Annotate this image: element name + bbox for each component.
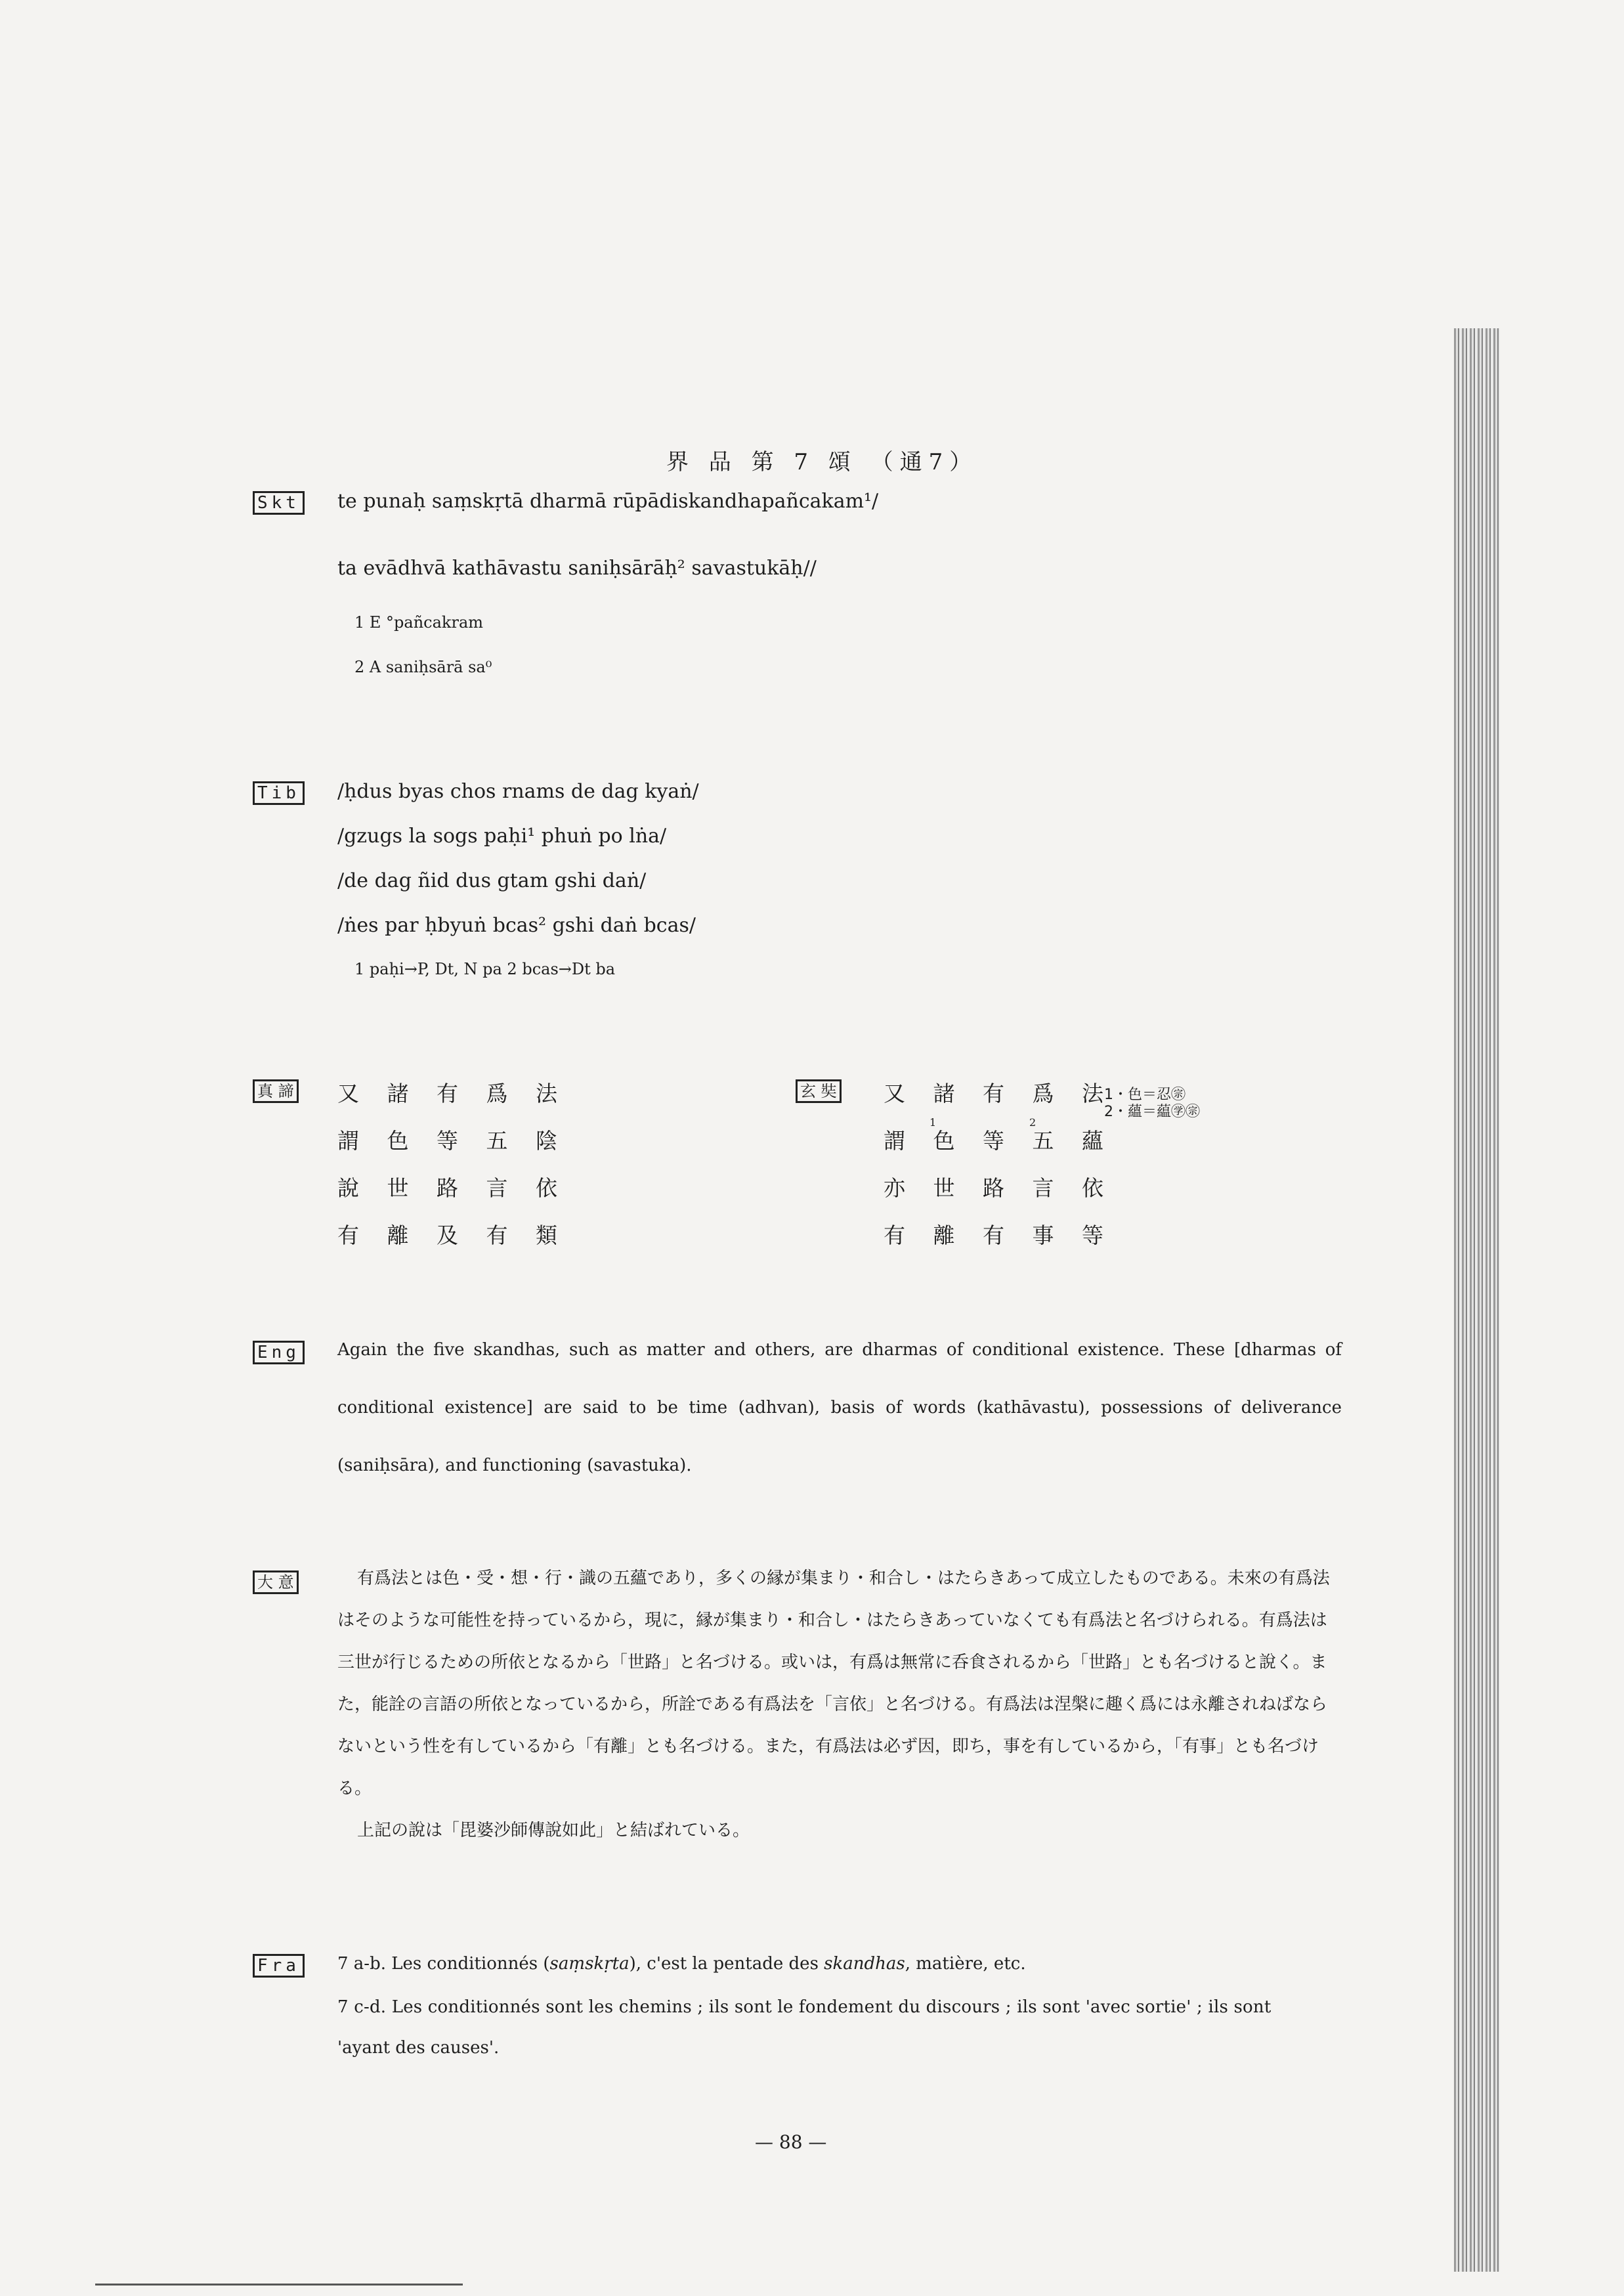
xuanzang-sup-2: 2 <box>1029 1116 1036 1129</box>
fra-line-1-post: , matière, etc. <box>905 1954 1026 1974</box>
skt-line-2: ta evādhvā kathāvastu saniḥsārāḥ² savastukāḥ// <box>337 557 817 580</box>
zhendi-line-4: 有 離 及 有 類 <box>337 1223 568 1248</box>
taii-label: 大 意 <box>253 1570 299 1594</box>
tib-line-3: /de dag ñid dus gtam gshi daṅ/ <box>337 869 647 892</box>
fra-term-skandhas: skandhas <box>824 1954 905 1974</box>
skt-note-1: 1 E °pañcakram <box>354 613 484 632</box>
xuanzang-note-2: 2・蘊＝藴㊫㊪ <box>1104 1104 1200 1120</box>
xuanzang-sup-1: 1 <box>930 1116 937 1129</box>
bottom-rule <box>95 2284 463 2285</box>
fra-line-1-mid: ), c'est la pentade des <box>629 1954 824 1974</box>
fra-line-2: 7 c-d. Les conditionnés sont les chemins ; ils sont le fondement du discours ; ils sont 'avec sortie' ; ils sont <box>337 1997 1271 2017</box>
zhendi-line-2: 謂 色 等 五 陰 <box>337 1128 568 1154</box>
zhendi-line-1: 又 諸 有 爲 法 <box>337 1081 568 1106</box>
xuanzang-line-2: 謂 色 等 五 蘊 <box>884 1128 1114 1154</box>
tib-line-2: /gzugs la sogs paḥi¹ phuṅ po lṅa/ <box>337 825 667 848</box>
xuanzang-line-3: 亦 世 路 言 依 <box>884 1175 1114 1201</box>
tib-label: Tib <box>253 781 305 805</box>
scan-edge-artifact <box>1454 328 1500 2272</box>
xuanzang-line-4: 有 離 有 事 等 <box>884 1223 1114 1248</box>
fra-line-3: 'ayant des causes'. <box>337 2038 500 2058</box>
eng-label: Eng <box>253 1341 305 1364</box>
skt-note-2: 2 A saniḥsārā sa⁰ <box>354 658 492 676</box>
tib-line-1: /ḥdus byas chos rnams de dag kyaṅ/ <box>337 780 699 803</box>
taii-closing: 上記の說は「毘婆沙師傳說如此」と結ばれている。 <box>357 1821 750 1840</box>
eng-paragraph: Again the five skandhas, such as matter and others, are dharmas of conditional existence. These [dharmas of conditional existence] are said to be time (adhvan), basis of words (kathāvastu), possessions of deliverance (saniḥsāra), and functioning (savastuka). <box>337 1340 1342 1475</box>
page-title: 界 品 第 7 頌 （通7） <box>666 449 979 475</box>
xuanzang-label: 玄 奘 <box>796 1079 842 1103</box>
zhendi-line-3: 說 世 路 言 依 <box>337 1175 568 1201</box>
tib-line-4: /ṅes par ḥbyuṅ bcas² gshi daṅ bcas/ <box>337 914 696 937</box>
fra-line-1-pre: 7 a-b. Les conditionnés ( <box>337 1954 550 1974</box>
skt-label: Skt <box>253 491 305 515</box>
zhendi-label: 真 諦 <box>253 1079 299 1103</box>
xuanzang-note-1: 1・色＝忍㊪ <box>1104 1087 1186 1103</box>
fra-term-samskrta: saṃskṛta <box>549 1954 630 1974</box>
taii-paragraph: 有爲法とは色・受・想・行・識の五蘊であり，多くの縁が集まり・和合し・はたらきあって成立したものである。未來の有爲法はそのような可能性を持っているから，現に，縁が集まり・和合し・はたらきあっていなくても有爲法と名づけられる。有爲法は三世が行じるための所依となるから「世路」と名づける。或いは，有爲は無常に呑食されるから「世路」とも名づけると說く。また，能詮の言語の所依となっているから，所詮である有爲法を「言依」と名づける。有爲法は涅槃に趣く爲には永離されねばならないという性を有しているから「有離」とも名づける。また，有爲法は必ず因，即ち，事を有しているから，「有事」とも名づける。 <box>337 1569 1330 1798</box>
tib-note: 1 paḥi→P, Dt, N pa 2 bcas→Dt ba <box>354 960 616 978</box>
page-number: — 88 — <box>755 2131 827 2153</box>
xuanzang-line-1: 又 諸 有 爲 法 <box>884 1081 1114 1106</box>
fra-line-1 <box>337 1954 1026 1974</box>
fra-label: Fra <box>253 1954 305 1978</box>
skt-line-1: te punaḥ saṃskṛtā dharmā rūpādiskandhapañcakam¹/ <box>337 490 879 513</box>
